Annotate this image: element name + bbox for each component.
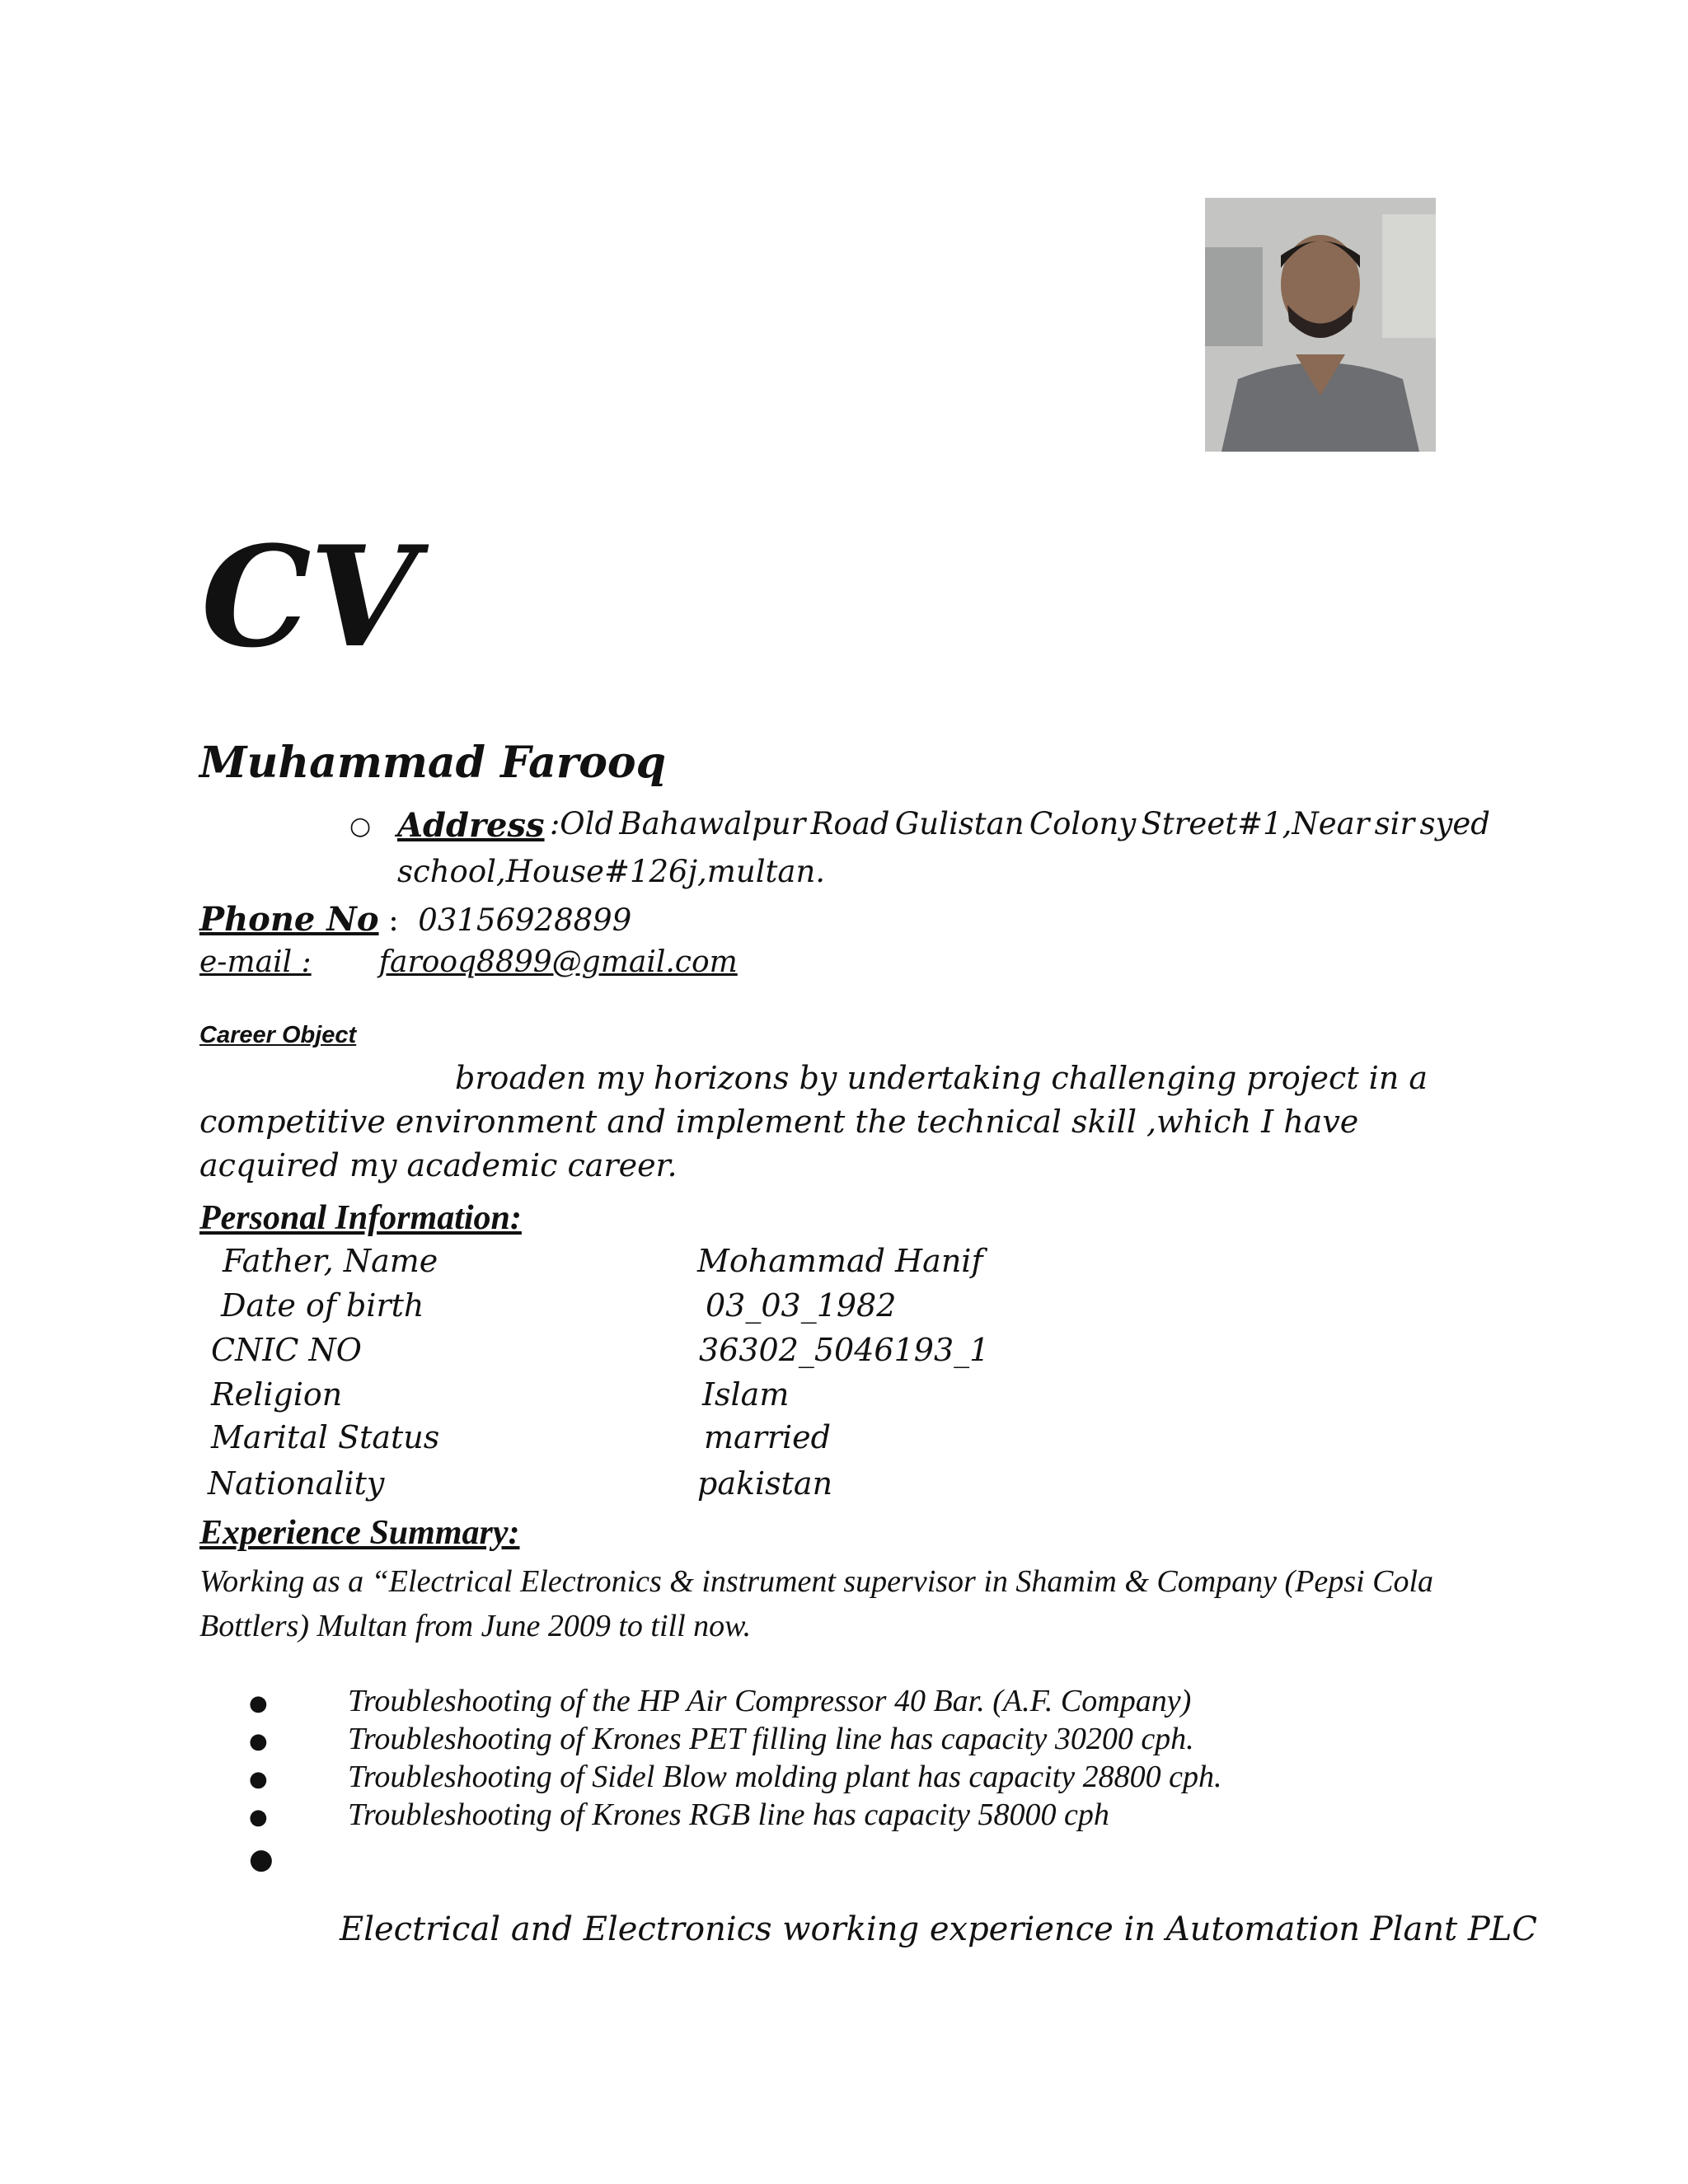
address-line-2: school,House#126j,multan. [397,854,826,889]
address-bullet: ○ [349,812,372,841]
pi-value-marital: married [704,1419,831,1455]
pi-label-father: Father, Name [223,1243,438,1279]
person-name: Muhammad Farooq [199,738,666,788]
career-heading: Career Object [199,1022,357,1048]
pi-label-cnic: CNIC NO [211,1332,362,1368]
experience-closing: Electrical and Electronics working experience in Automation Plant PLC [340,1910,1537,1948]
experience-bullet: Troubleshooting of the HP Air Compressor 40 Bar. (A.F. Company) [348,1684,1192,1718]
bullet-dot: ● [249,1843,274,1876]
address-word: Colony [1029,806,1137,841]
bullet-dot: ● [249,1691,268,1716]
phone-row [199,900,631,939]
pi-label-nationality: Nationality [208,1465,385,1502]
address-line-1 [397,806,1490,845]
bullet-dot: ● [249,1767,268,1792]
pi-label-marital: Marital Status [211,1419,440,1455]
bullet-dot: ● [249,1805,268,1830]
experience-bullet: Troubleshooting of Krones RGB line has capacity 58000 cph [348,1797,1109,1832]
address-word: :Old [549,806,615,841]
phone-number: 03156928899 [418,902,632,938]
experience-heading: Experience Summary: [199,1514,520,1552]
pi-label-religion: Religion [211,1376,343,1413]
phone-label: Phone No [199,900,379,939]
address-word: sir [1374,806,1415,841]
personal-info-heading: Personal Information: [199,1199,522,1237]
profile-photo [1205,198,1436,452]
pi-value-father: Mohammad Hanif [697,1243,983,1279]
career-text: broaden my horizons by undertaking challenging project in a competitive environment and implement the technical skill ,which I have acquired my academic career. [199,1060,1428,1183]
pi-value-dob: 03_03_1982 [706,1287,897,1324]
experience-bullet: Troubleshooting of Krones PET filling line has capacity 30200 cph. [348,1722,1194,1756]
pi-value-cnic: 36302_5046193_1 [699,1332,990,1368]
experience-bullet: Troubleshooting of Sidel Blow molding plant has capacity 28800 cph. [348,1760,1222,1794]
address-word: Street#1,Near [1141,806,1370,841]
experience-text: Working as a “Electrical Electronics & instrument supervisor in Shamim & Company (Pepsi Cola Bottlers) Multan from June 2009 to till now. [199,1564,1434,1643]
address-label: Address [397,806,545,845]
address-word: Road [810,806,890,841]
address-word: syed [1419,806,1490,841]
address-word: Bahawalpur [619,806,806,841]
email-row [199,945,738,979]
pi-value-nationality: pakistan [697,1465,833,1502]
email-address[interactable]: farooq8899@gmail.com [378,945,738,979]
email-label: e-mail : [199,945,312,979]
pi-value-religion: Islam [702,1376,790,1413]
bullet-dot: ● [249,1729,268,1754]
document-title: CV [201,515,416,678]
phone-separator: : [378,902,419,938]
address-word: Gulistan [894,806,1025,841]
pi-label-dob: Date of birth [221,1287,424,1324]
